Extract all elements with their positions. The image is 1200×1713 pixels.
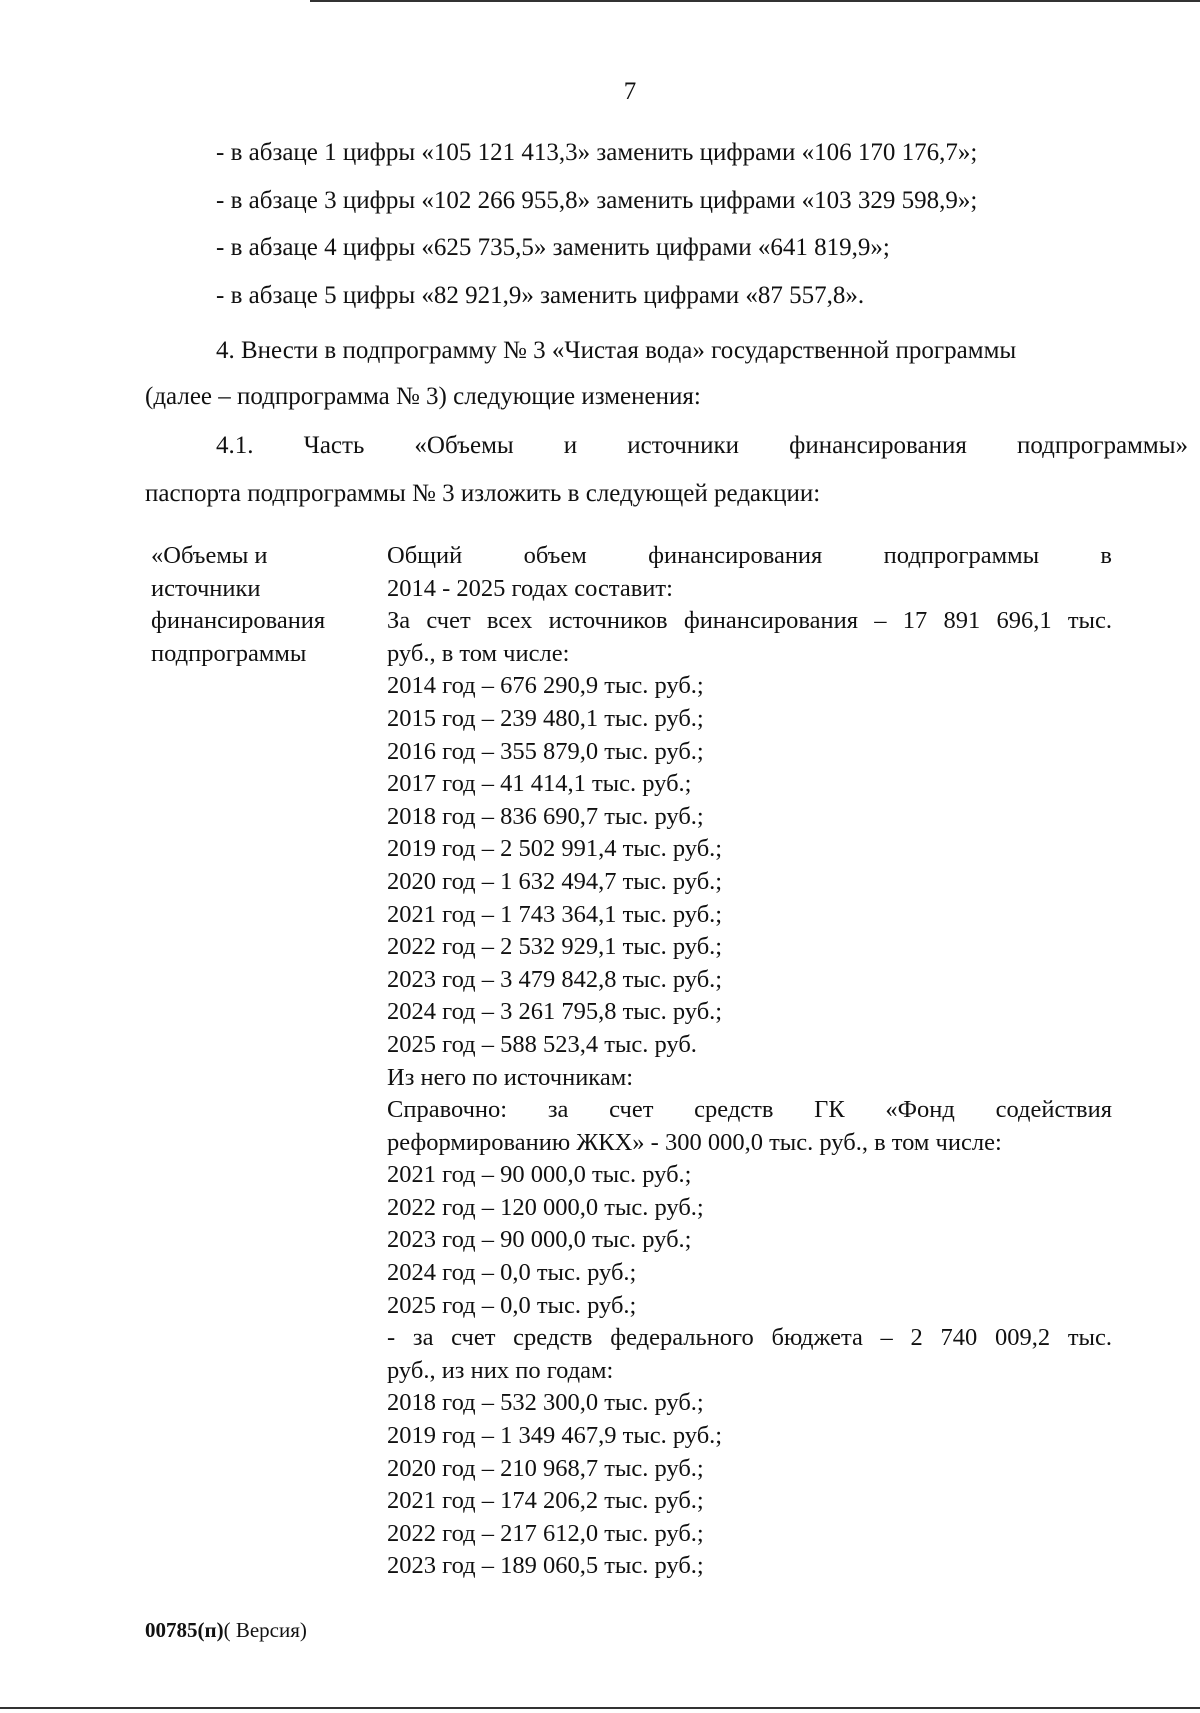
passport-value-line: 2023 год – 3 479 842,8 тыс. руб.; [387, 965, 723, 993]
passport-label-line: подпрограммы [151, 639, 307, 667]
passport-value-line: Общий объем финансирования подпрограммы в [387, 542, 1112, 569]
passport-value-line: 2020 год – 210 968,7 тыс. руб.; [387, 1454, 704, 1482]
passport-value-line: 2022 год – 120 000,0 тыс. руб.; [387, 1193, 704, 1221]
passport-value-line: 2024 год – 0,0 тыс. руб.; [387, 1259, 637, 1287]
scan-edge-bottom [0, 1707, 1200, 1709]
passport-label-line: финансирования [151, 607, 326, 635]
section-4-line-2: (далее – подпрограмма № 3) следующие изменения: [145, 383, 701, 410]
passport-value-line: 2024 год – 3 261 795,8 тыс. руб.; [387, 998, 723, 1026]
passport-value-line: 2023 год – 189 060,5 тыс. руб.; [387, 1552, 704, 1580]
scan-edge-top [310, 0, 1200, 2]
amendment-4: - в абзаце 4 цифры «625 735,5» заменить цифрами «641 819,9»; [216, 234, 890, 261]
passport-value-line: реформированию ЖКХ» - 300 000,0 тыс. руб., в том числе: [387, 1128, 1002, 1156]
passport-value-line: 2015 год – 239 480,1 тыс. руб.; [387, 704, 704, 732]
section-4-1-line-1: 4.1. Часть «Объемы и источники финансирования подпрограммы» [216, 432, 1188, 459]
passport-value-line: 2021 год – 90 000,0 тыс. руб.; [387, 1161, 692, 1189]
passport-label-line: «Объемы и [151, 542, 268, 569]
document-code: 00785(п) [145, 1618, 224, 1642]
passport-value-line: 2022 год – 2 532 929,1 тыс. руб.; [387, 933, 723, 961]
passport-value-line: 2017 год – 41 414,1 тыс. руб.; [387, 770, 692, 798]
passport-value-line: руб., в том числе: [387, 639, 570, 667]
passport-value-line: 2023 год – 90 000,0 тыс. руб.; [387, 1226, 692, 1254]
passport-value-line: 2014 - 2025 годах составит: [387, 574, 673, 602]
passport-value-line: 2021 год – 1 743 364,1 тыс. руб.; [387, 900, 723, 928]
passport-value-line: 2014 год – 676 290,9 тыс. руб.; [387, 672, 704, 700]
passport-value-line: 2020 год – 1 632 494,7 тыс. руб.; [387, 867, 723, 895]
page-number: 7 [623, 78, 637, 105]
amendment-1: - в абзаце 1 цифры «105 121 413,3» заменить цифрами «106 170 176,7»; [216, 139, 978, 166]
passport-value-line: 2025 год – 588 523,4 тыс. руб. [387, 1030, 697, 1058]
passport-label-line: источники [151, 574, 261, 602]
passport-value-line: Справочно: за счет средств ГК «Фонд содействия [387, 1096, 1112, 1124]
passport-value-line: За счет всех источников финансирования – 17 891 696,1 тыс. [387, 607, 1112, 635]
passport-value-line: 2018 год – 836 690,7 тыс. руб.; [387, 802, 704, 830]
passport-value-cell [387, 540, 1112, 1583]
passport-value-line: 2022 год – 217 612,0 тыс. руб.; [387, 1519, 704, 1547]
section-4-line-1: 4. Внести в подпрограмму № 3 «Чистая вода» государственной программы [216, 337, 1017, 364]
passport-value-line: 2018 год – 532 300,0 тыс. руб.; [387, 1389, 704, 1417]
document-version: ( Версия) [223, 1618, 307, 1642]
amendment-3: - в абзаце 3 цифры «102 266 955,8» заменить цифрами «103 329 598,9»; [216, 187, 978, 214]
section-4-1-line-2: паспорта подпрограммы № 3 изложить в следующей редакции: [145, 480, 821, 507]
passport-value-line: Из него по источникам: [387, 1063, 634, 1091]
document-footer [145, 1618, 307, 1643]
passport-value-line: - за счет средств федерального бюджета – 2 740 009,2 тыс. [387, 1324, 1112, 1352]
passport-value-line: 2019 год – 1 349 467,9 тыс. руб.; [387, 1422, 723, 1450]
passport-value-line: 2016 год – 355 879,0 тыс. руб.; [387, 737, 704, 765]
passport-value-line: 2021 год – 174 206,2 тыс. руб.; [387, 1487, 704, 1515]
passport-value-line: 2025 год – 0,0 тыс. руб.; [387, 1291, 637, 1319]
passport-value-line: руб., из них по годам: [387, 1356, 614, 1384]
passport-value-line: 2019 год – 2 502 991,4 тыс. руб.; [387, 835, 723, 863]
amendment-5: - в абзаце 5 цифры «82 921,9» заменить цифрами «87 557,8». [216, 282, 865, 309]
passport-label-cell [151, 540, 371, 670]
